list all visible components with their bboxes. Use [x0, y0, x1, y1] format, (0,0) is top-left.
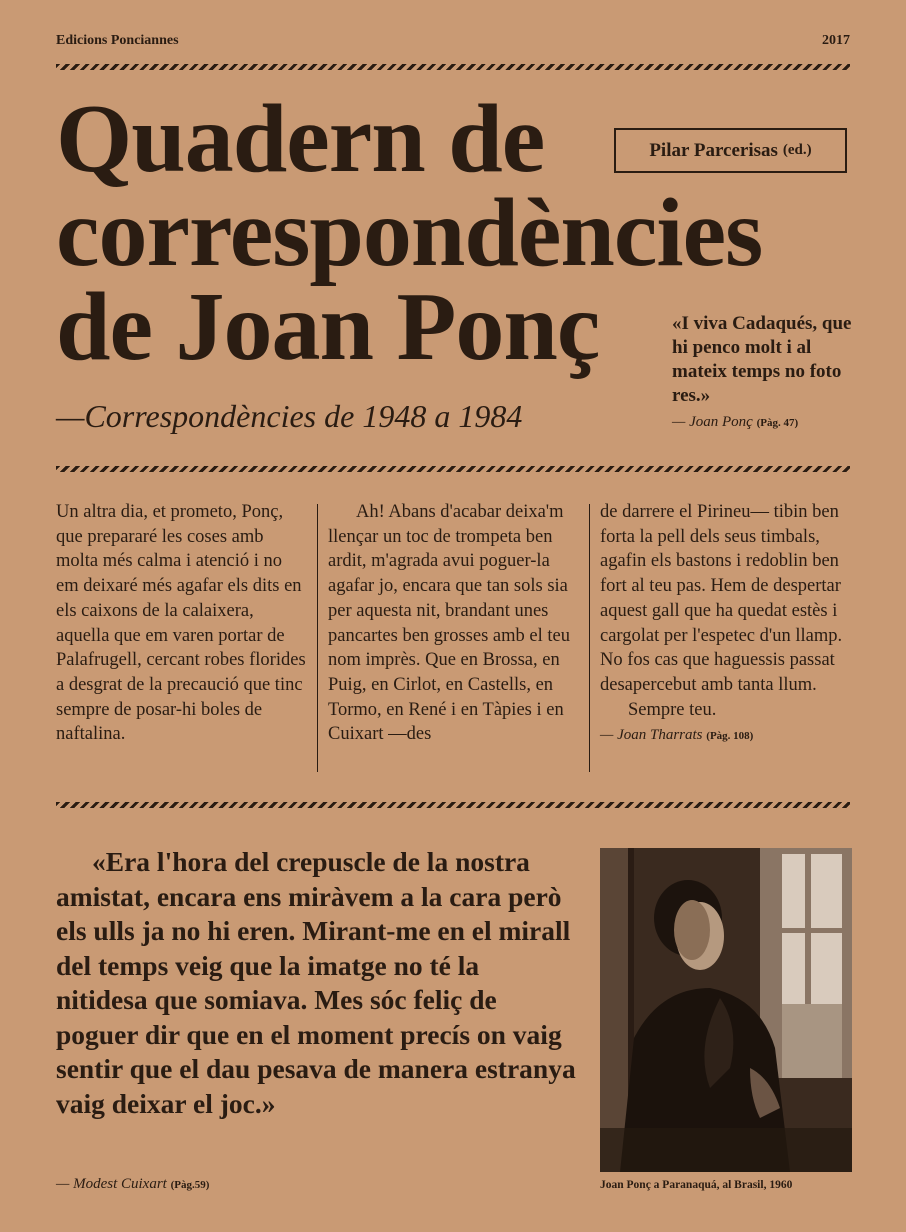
column-divider-1: [317, 504, 318, 772]
letter-page: (Pàg. 108): [706, 730, 754, 743]
middle-divider: [56, 466, 850, 472]
column-divider-2: [589, 504, 590, 772]
editor-box: [614, 128, 847, 173]
letter-author: — Joan Tharrats: [600, 727, 703, 744]
title-line-1: Quadern de: [56, 85, 545, 193]
side-quote-attribution: [672, 414, 798, 431]
letter-column-1: Un altra dia, et prometo, Ponç, que prepararé les coses amb molta més calma i atenció i no em deixaré més agafar els dits en els caixons de la calaixera, aquella que em varen portar de Palafrugell, cercant robes florides a desgrat de la precaució que tinc sempre de posar-hi boles de naftalina.: [56, 502, 306, 745]
featured-quote: «Era l'hora del crepuscle de la nostra amistat, encara ens miràvem a la cara però els ulls ja no hi eren. Mirant-me en el mirall del temps veig que la imatge no té la nitidesa que somiava. Mes sóc feliç de poguer dir que en el moment precís on vaig sentir que el dau pesava de manera estranya vaig deixar el joc.»: [56, 846, 576, 1119]
publication-year: 2017: [822, 33, 850, 48]
photo-caption: Joan Ponç a Paranaquá, al Brasil, 1960: [600, 1179, 793, 1191]
publisher-name: Edicions Ponciannes: [56, 33, 179, 48]
portrait-photo-image: [600, 848, 852, 1172]
subtitle: —Correspondències de 1948 a 1984: [56, 398, 523, 434]
title-line-3: de Joan Ponç: [56, 273, 600, 381]
letter-attribution: [600, 727, 753, 743]
letter-closing: Sempre teu.: [628, 699, 717, 720]
editor-name: Pilar Parcerisas: [649, 139, 778, 161]
side-quote-author: — Joan Ponç: [672, 414, 753, 430]
top-divider: [56, 64, 850, 70]
title-line-2: correspondències: [56, 179, 763, 287]
side-quote-page: (Pàg. 47): [756, 417, 799, 429]
featured-quote-page: (Pàg.59): [170, 1179, 210, 1191]
letter-column-2: [328, 500, 578, 747]
lower-divider: [56, 802, 850, 808]
side-quote: «I viva Cadaqués, que hi penco molt i al mateix temps no foto res.»: [672, 313, 852, 406]
letter-column-2-text: Ah! Abans d'acabar deixa'm llençar un toc de trompeta ben ardit, m'agrada avui poguer-la agafar jo, encara que tan sols sia per aquesta nit, brandant unes pancartes ben grosses amb el teu nom imprès. Que en Brossa, en Puig, en Cirlot, en Castells, en Tormo, en René i en Tàpies i en Cuixart —des: [328, 502, 570, 745]
featured-quote-author: — Modest Cuixart: [56, 1176, 167, 1192]
letter-column-3: [600, 500, 852, 749]
editor-role: (ed.): [782, 142, 812, 158]
portrait-photo: [600, 848, 852, 1172]
letter-column-3-text: de darrere el Pirineu— tibin ben forta la pell dels seus timbals, agafin els bastons i redoblin ben fort al teu pas. Hem de despertar aquest gall que ha quedat estès i cargolat per l'espetec d'un llamp. No fos cas que haguessis passat desapercebut amb tanta llum.: [600, 502, 843, 695]
featured-quote-attribution: [56, 1176, 209, 1193]
